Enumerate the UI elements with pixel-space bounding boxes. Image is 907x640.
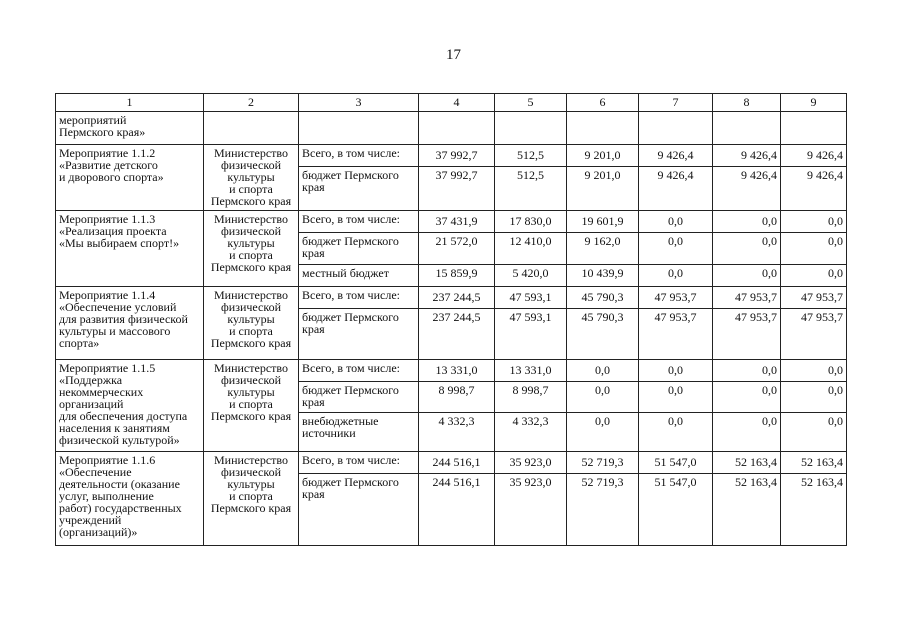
amount-cell: 9 426,4 — [713, 167, 781, 211]
page-number: 17 — [446, 47, 461, 63]
amount-cell: 0,0 — [639, 233, 713, 265]
amount-cell: 12 410,0 — [495, 233, 567, 265]
amount-cell: 0,0 — [781, 265, 847, 287]
column-number: 4 — [419, 94, 495, 112]
amount-cell: 9 426,4 — [639, 167, 713, 211]
amount-cell: 237 244,5 — [419, 287, 495, 309]
amount-cell: 47 953,7 — [781, 287, 847, 309]
measure-name: Мероприятие 1.1.3 «Реализация проекта «Мы выбираем спорт!» — [56, 211, 204, 287]
table-row — [56, 211, 847, 233]
column-number: 2 — [204, 94, 299, 112]
funding-source: бюджет Пермского края — [299, 474, 419, 546]
amount-cell: 9 426,4 — [781, 145, 847, 167]
amount-cell: 0,0 — [713, 360, 781, 382]
empty-cell — [781, 112, 847, 145]
amount-cell: 0,0 — [567, 382, 639, 413]
continuation-row — [56, 112, 847, 145]
amount-cell: 9 201,0 — [567, 167, 639, 211]
funding-source: Всего, в том числе: — [299, 452, 419, 474]
amount-cell: 0,0 — [713, 265, 781, 287]
responsible-org: Министерство физической культуры и спорта Пермского края — [204, 287, 299, 360]
amount-cell: 244 516,1 — [419, 474, 495, 546]
column-number-row — [56, 94, 847, 112]
measure-name: Мероприятие 1.1.2 «Развитие детского и дворового спорта» — [56, 145, 204, 211]
funding-source: бюджет Пермского края — [299, 233, 419, 265]
funding-source: бюджет Пермского края — [299, 309, 419, 360]
column-number: 6 — [567, 94, 639, 112]
amount-cell: 47 953,7 — [781, 309, 847, 360]
column-number: 9 — [781, 94, 847, 112]
table-row — [56, 287, 847, 309]
amount-cell: 47 593,1 — [495, 309, 567, 360]
amount-cell: 9 201,0 — [567, 145, 639, 167]
amount-cell: 47 953,7 — [639, 309, 713, 360]
measure-name: Мероприятие 1.1.4 «Обеспечение условий для развития физической культуры и массового спорта» — [56, 287, 204, 360]
column-number: 8 — [713, 94, 781, 112]
amount-cell: 512,5 — [495, 167, 567, 211]
amount-cell: 47 953,7 — [713, 309, 781, 360]
amount-cell: 52 719,3 — [567, 452, 639, 474]
column-number: 5 — [495, 94, 567, 112]
funding-source: внебюджетные источники — [299, 413, 419, 452]
amount-cell: 10 439,9 — [567, 265, 639, 287]
amount-cell: 9 426,4 — [713, 145, 781, 167]
amount-cell: 237 244,5 — [419, 309, 495, 360]
amount-cell: 35 923,0 — [495, 474, 567, 546]
measure-name: Мероприятие 1.1.5 «Поддержка некоммерческих организаций для обеспечения доступа населения к занятиям физической культурой» — [56, 360, 204, 452]
amount-cell: 0,0 — [567, 360, 639, 382]
amount-cell: 13 331,0 — [419, 360, 495, 382]
amount-cell: 4 332,3 — [495, 413, 567, 452]
amount-cell: 8 998,7 — [419, 382, 495, 413]
funding-source: Всего, в том числе: — [299, 360, 419, 382]
measure-name: мероприятий Пермского края» — [56, 112, 204, 145]
amount-cell: 0,0 — [567, 413, 639, 452]
table-row — [56, 452, 847, 474]
empty-cell — [299, 112, 419, 145]
amount-cell: 8 998,7 — [495, 382, 567, 413]
amount-cell: 512,5 — [495, 145, 567, 167]
amount-cell: 9 162,0 — [567, 233, 639, 265]
amount-cell: 0,0 — [713, 413, 781, 452]
amount-cell: 0,0 — [781, 211, 847, 233]
funding-source: бюджет Пермского края — [299, 382, 419, 413]
empty-cell — [639, 112, 713, 145]
amount-cell: 19 601,9 — [567, 211, 639, 233]
amount-cell: 52 719,3 — [567, 474, 639, 546]
amount-cell: 0,0 — [713, 382, 781, 413]
amount-cell: 52 163,4 — [713, 452, 781, 474]
amount-cell: 244 516,1 — [419, 452, 495, 474]
table-row — [56, 145, 847, 167]
empty-cell — [713, 112, 781, 145]
budget-table — [55, 93, 847, 546]
amount-cell: 9 426,4 — [781, 167, 847, 211]
amount-cell: 0,0 — [639, 382, 713, 413]
amount-cell: 15 859,9 — [419, 265, 495, 287]
amount-cell: 47 953,7 — [639, 287, 713, 309]
amount-cell: 9 426,4 — [639, 145, 713, 167]
amount-cell: 52 163,4 — [713, 474, 781, 546]
amount-cell: 47 953,7 — [713, 287, 781, 309]
table-row — [56, 360, 847, 382]
column-number: 3 — [299, 94, 419, 112]
amount-cell: 0,0 — [639, 211, 713, 233]
measure-name: Мероприятие 1.1.6 «Обеспечение деятельности (оказание услуг, выполнение работ) государственных учреждений (организаций)» — [56, 452, 204, 546]
amount-cell: 37 992,7 — [419, 145, 495, 167]
amount-cell: 45 790,3 — [567, 287, 639, 309]
amount-cell: 0,0 — [781, 382, 847, 413]
funding-source: местный бюджет — [299, 265, 419, 287]
amount-cell: 52 163,4 — [781, 452, 847, 474]
amount-cell: 0,0 — [713, 211, 781, 233]
amount-cell: 0,0 — [639, 413, 713, 452]
amount-cell: 37 992,7 — [419, 167, 495, 211]
amount-cell: 47 593,1 — [495, 287, 567, 309]
responsible-org: Министерство физической культуры и спорта Пермского края — [204, 211, 299, 287]
amount-cell: 0,0 — [639, 265, 713, 287]
empty-cell — [495, 112, 567, 145]
amount-cell: 13 331,0 — [495, 360, 567, 382]
column-number: 1 — [56, 94, 204, 112]
amount-cell: 17 830,0 — [495, 211, 567, 233]
empty-cell — [567, 112, 639, 145]
amount-cell: 51 547,0 — [639, 474, 713, 546]
amount-cell: 37 431,9 — [419, 211, 495, 233]
funding-source: бюджет Пермского края — [299, 167, 419, 211]
amount-cell: 21 572,0 — [419, 233, 495, 265]
funding-source: Всего, в том числе: — [299, 211, 419, 233]
amount-cell: 4 332,3 — [419, 413, 495, 452]
amount-cell: 35 923,0 — [495, 452, 567, 474]
column-number: 7 — [639, 94, 713, 112]
amount-cell: 52 163,4 — [781, 474, 847, 546]
amount-cell: 0,0 — [713, 233, 781, 265]
funding-source: Всего, в том числе: — [299, 287, 419, 309]
responsible-org: Министерство физической культуры и спорта Пермского края — [204, 452, 299, 546]
amount-cell: 0,0 — [781, 233, 847, 265]
amount-cell: 0,0 — [639, 360, 713, 382]
amount-cell: 0,0 — [781, 413, 847, 452]
amount-cell: 5 420,0 — [495, 265, 567, 287]
empty-cell — [419, 112, 495, 145]
empty-cell — [204, 112, 299, 145]
responsible-org: Министерство физической культуры и спорта Пермского края — [204, 145, 299, 211]
amount-cell: 45 790,3 — [567, 309, 639, 360]
funding-source: Всего, в том числе: — [299, 145, 419, 167]
amount-cell: 51 547,0 — [639, 452, 713, 474]
amount-cell: 0,0 — [781, 360, 847, 382]
responsible-org: Министерство физической культуры и спорта Пермского края — [204, 360, 299, 452]
